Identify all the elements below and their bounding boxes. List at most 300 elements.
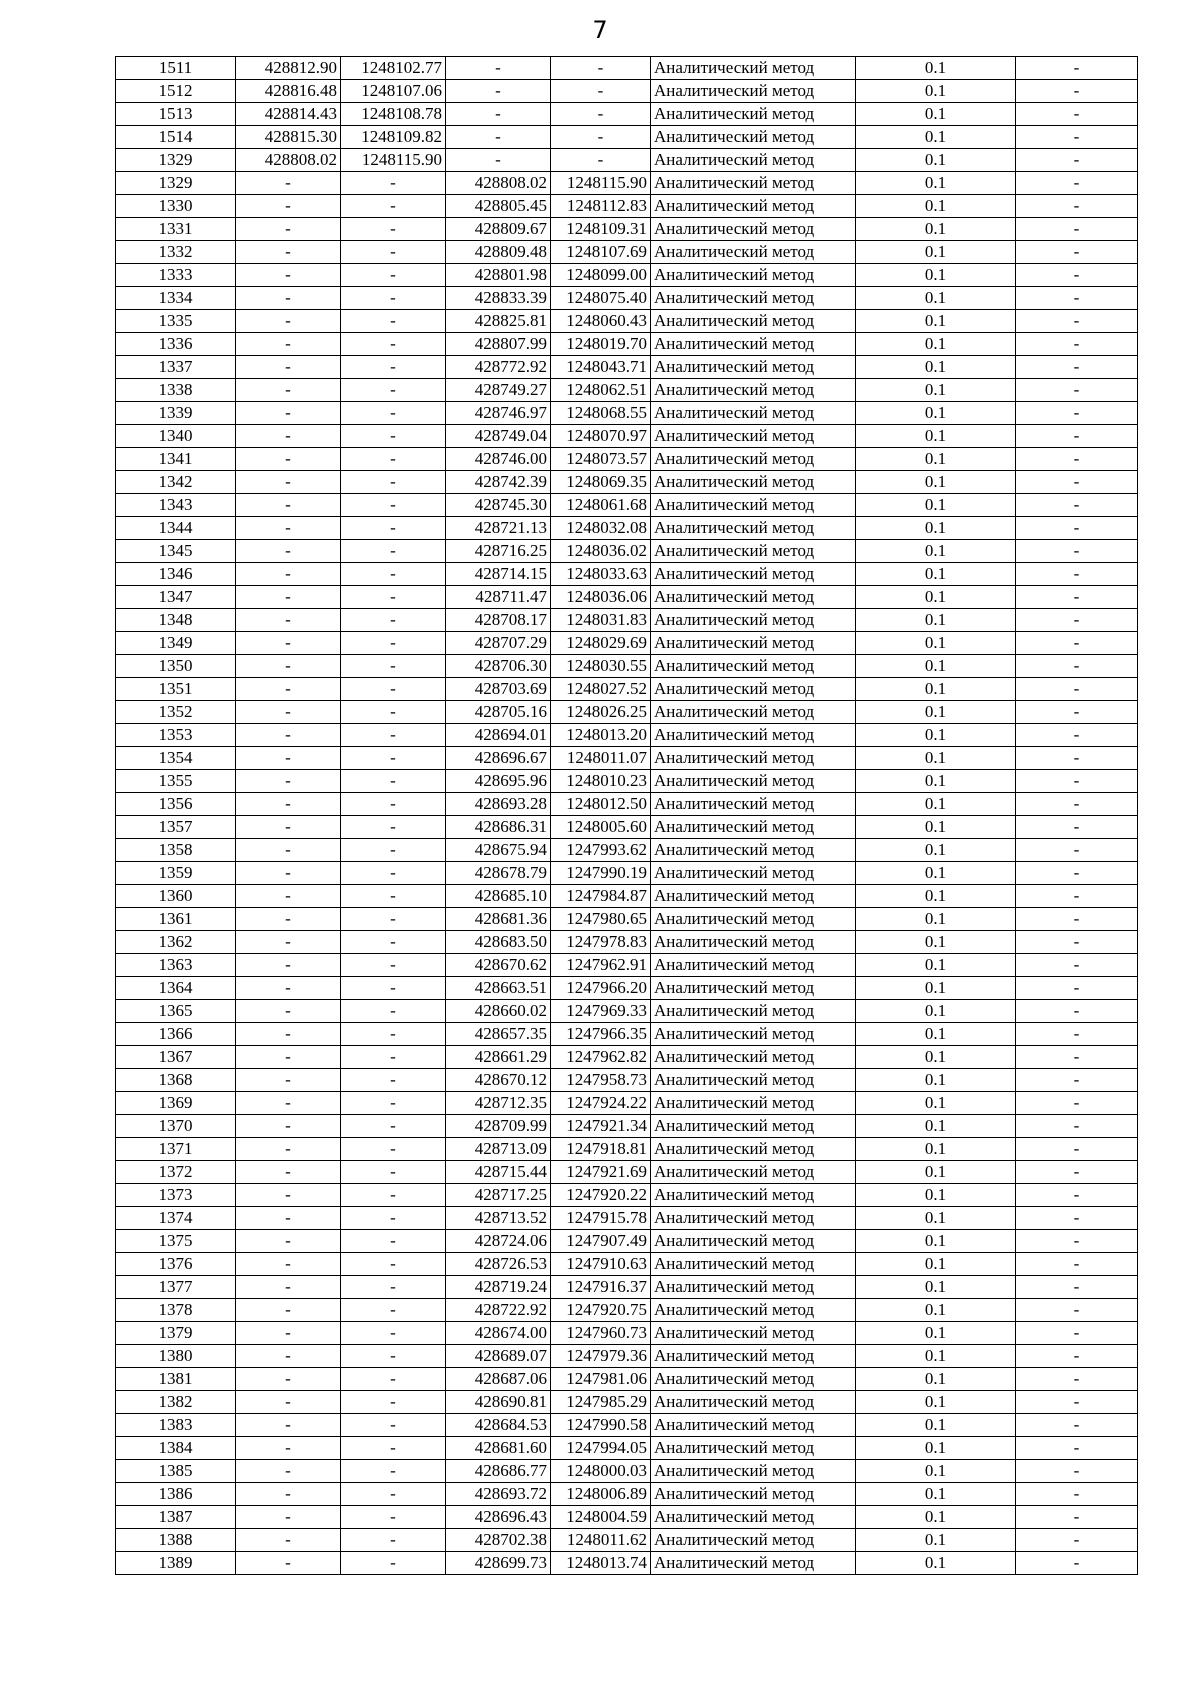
point-number-cell: 1355 (116, 770, 236, 793)
old-x-cell: - (236, 1529, 341, 1552)
point-number-cell: 1360 (116, 885, 236, 908)
note-cell: - (1016, 724, 1138, 747)
point-number-cell: 1329 (116, 149, 236, 172)
table-row (116, 1414, 1138, 1437)
method-cell: Аналитический метод (651, 471, 856, 494)
old-x-cell: - (236, 816, 341, 839)
new-y-cell: 1248013.74 (551, 1552, 651, 1575)
point-number-cell: 1363 (116, 954, 236, 977)
note-cell: - (1016, 126, 1138, 149)
accuracy-cell: 0.1 (856, 241, 1016, 264)
new-y-cell: 1248030.55 (551, 655, 651, 678)
point-number-cell: 1365 (116, 1000, 236, 1023)
old-x-cell: - (236, 1230, 341, 1253)
point-number-cell: 1358 (116, 839, 236, 862)
note-cell: - (1016, 1460, 1138, 1483)
new-y-cell: 1248013.20 (551, 724, 651, 747)
method-cell: Аналитический метод (651, 1046, 856, 1069)
old-y-cell: - (341, 1552, 446, 1575)
accuracy-cell: 0.1 (856, 264, 1016, 287)
old-x-cell: - (236, 1000, 341, 1023)
old-x-cell: - (236, 793, 341, 816)
note-cell: - (1016, 1115, 1138, 1138)
table-row (116, 1023, 1138, 1046)
point-number-cell: 1350 (116, 655, 236, 678)
method-cell: Аналитический метод (651, 977, 856, 1000)
point-number-cell: 1364 (116, 977, 236, 1000)
new-x-cell: 428675.94 (446, 839, 551, 862)
old-y-cell: - (341, 517, 446, 540)
old-x-cell: - (236, 655, 341, 678)
method-cell: Аналитический метод (651, 540, 856, 563)
point-number-cell: 1374 (116, 1207, 236, 1230)
new-y-cell: 1248011.07 (551, 747, 651, 770)
accuracy-cell: 0.1 (856, 954, 1016, 977)
old-y-cell: 1248115.90 (341, 149, 446, 172)
table-row (116, 1391, 1138, 1414)
table-row (116, 1299, 1138, 1322)
point-number-cell: 1331 (116, 218, 236, 241)
table-row (116, 1322, 1138, 1345)
method-cell: Аналитический метод (651, 632, 856, 655)
new-y-cell: 1247924.22 (551, 1092, 651, 1115)
method-cell: Аналитический метод (651, 931, 856, 954)
note-cell: - (1016, 1506, 1138, 1529)
new-x-cell: 428693.28 (446, 793, 551, 816)
old-x-cell: - (236, 977, 341, 1000)
new-y-cell: 1248036.02 (551, 540, 651, 563)
method-cell: Аналитический метод (651, 103, 856, 126)
note-cell: - (1016, 747, 1138, 770)
new-x-cell: 428681.60 (446, 1437, 551, 1460)
table-row (116, 149, 1138, 172)
old-y-cell: - (341, 563, 446, 586)
new-y-cell: 1248109.31 (551, 218, 651, 241)
accuracy-cell: 0.1 (856, 793, 1016, 816)
accuracy-cell: 0.1 (856, 287, 1016, 310)
accuracy-cell: 0.1 (856, 862, 1016, 885)
old-x-cell: - (236, 1115, 341, 1138)
note-cell: - (1016, 954, 1138, 977)
new-y-cell: 1247920.22 (551, 1184, 651, 1207)
table-row (116, 1046, 1138, 1069)
table-row (116, 80, 1138, 103)
table-row (116, 1437, 1138, 1460)
method-cell: Аналитический метод (651, 310, 856, 333)
new-x-cell: 428833.39 (446, 287, 551, 310)
method-cell: Аналитический метод (651, 425, 856, 448)
table-row (116, 310, 1138, 333)
point-number-cell: 1513 (116, 103, 236, 126)
accuracy-cell: 0.1 (856, 563, 1016, 586)
accuracy-cell: 0.1 (856, 632, 1016, 655)
note-cell: - (1016, 540, 1138, 563)
new-x-cell: - (446, 149, 551, 172)
table-row (116, 1207, 1138, 1230)
note-cell: - (1016, 494, 1138, 517)
note-cell: - (1016, 1368, 1138, 1391)
new-x-cell: 428745.30 (446, 494, 551, 517)
old-y-cell: - (341, 839, 446, 862)
accuracy-cell: 0.1 (856, 57, 1016, 80)
new-x-cell: 428714.15 (446, 563, 551, 586)
old-x-cell: - (236, 770, 341, 793)
new-y-cell: 1247918.81 (551, 1138, 651, 1161)
note-cell: - (1016, 1414, 1138, 1437)
old-y-cell: - (341, 862, 446, 885)
new-x-cell: 428716.25 (446, 540, 551, 563)
old-y-cell: - (341, 931, 446, 954)
table-row (116, 1529, 1138, 1552)
accuracy-cell: 0.1 (856, 103, 1016, 126)
new-x-cell: 428689.07 (446, 1345, 551, 1368)
old-y-cell: 1248108.78 (341, 103, 446, 126)
old-y-cell: - (341, 1115, 446, 1138)
method-cell: Аналитический метод (651, 448, 856, 471)
table-row (116, 770, 1138, 793)
note-cell: - (1016, 1345, 1138, 1368)
accuracy-cell: 0.1 (856, 701, 1016, 724)
note-cell: - (1016, 816, 1138, 839)
table-row (116, 425, 1138, 448)
table-row (116, 57, 1138, 80)
new-y-cell: 1247990.19 (551, 862, 651, 885)
accuracy-cell: 0.1 (856, 908, 1016, 931)
method-cell: Аналитический метод (651, 195, 856, 218)
accuracy-cell: 0.1 (856, 1368, 1016, 1391)
point-number-cell: 1329 (116, 172, 236, 195)
note-cell: - (1016, 80, 1138, 103)
new-y-cell: 1248012.50 (551, 793, 651, 816)
coordinates-table (115, 56, 1138, 1575)
new-y-cell: 1247910.63 (551, 1253, 651, 1276)
method-cell: Аналитический метод (651, 1437, 856, 1460)
note-cell: - (1016, 1138, 1138, 1161)
point-number-cell: 1511 (116, 57, 236, 80)
old-x-cell: - (236, 517, 341, 540)
note-cell: - (1016, 333, 1138, 356)
note-cell: - (1016, 931, 1138, 954)
method-cell: Аналитический метод (651, 908, 856, 931)
new-x-cell: 428696.43 (446, 1506, 551, 1529)
old-y-cell: - (341, 1000, 446, 1023)
note-cell: - (1016, 977, 1138, 1000)
old-x-cell: - (236, 1460, 341, 1483)
table-row (116, 586, 1138, 609)
method-cell: Аналитический метод (651, 241, 856, 264)
new-y-cell: 1248029.69 (551, 632, 651, 655)
old-y-cell: - (341, 1322, 446, 1345)
old-y-cell: 1248107.06 (341, 80, 446, 103)
method-cell: Аналитический метод (651, 816, 856, 839)
new-x-cell: 428721.13 (446, 517, 551, 540)
accuracy-cell: 0.1 (856, 1092, 1016, 1115)
old-y-cell: - (341, 1230, 446, 1253)
new-x-cell: 428660.02 (446, 1000, 551, 1023)
old-x-cell: - (236, 425, 341, 448)
old-y-cell: - (341, 701, 446, 724)
accuracy-cell: 0.1 (856, 540, 1016, 563)
method-cell: Аналитический метод (651, 1138, 856, 1161)
old-y-cell: - (341, 287, 446, 310)
accuracy-cell: 0.1 (856, 1506, 1016, 1529)
accuracy-cell: 0.1 (856, 1184, 1016, 1207)
point-number-cell: 1336 (116, 333, 236, 356)
point-number-cell: 1333 (116, 264, 236, 287)
new-x-cell: 428694.01 (446, 724, 551, 747)
method-cell: Аналитический метод (651, 1345, 856, 1368)
new-x-cell: 428657.35 (446, 1023, 551, 1046)
point-number-cell: 1381 (116, 1368, 236, 1391)
new-y-cell: 1247985.29 (551, 1391, 651, 1414)
point-number-cell: 1369 (116, 1092, 236, 1115)
old-x-cell: - (236, 1276, 341, 1299)
method-cell: Аналитический метод (651, 172, 856, 195)
old-y-cell: - (341, 471, 446, 494)
method-cell: Аналитический метод (651, 1230, 856, 1253)
point-number-cell: 1351 (116, 678, 236, 701)
old-y-cell: - (341, 1460, 446, 1483)
method-cell: Аналитический метод (651, 1322, 856, 1345)
new-x-cell: 428703.69 (446, 678, 551, 701)
new-y-cell: 1248006.89 (551, 1483, 651, 1506)
old-y-cell: - (341, 356, 446, 379)
new-y-cell: 1248031.83 (551, 609, 651, 632)
note-cell: - (1016, 310, 1138, 333)
new-x-cell: 428681.36 (446, 908, 551, 931)
note-cell: - (1016, 1322, 1138, 1345)
old-y-cell: - (341, 1092, 446, 1115)
table-row (116, 195, 1138, 218)
table-row (116, 1161, 1138, 1184)
old-x-cell: - (236, 609, 341, 632)
method-cell: Аналитический метод (651, 1069, 856, 1092)
new-x-cell: 428696.67 (446, 747, 551, 770)
note-cell: - (1016, 1161, 1138, 1184)
point-number-cell: 1376 (116, 1253, 236, 1276)
table-row (116, 448, 1138, 471)
old-x-cell: - (236, 402, 341, 425)
accuracy-cell: 0.1 (856, 402, 1016, 425)
old-y-cell: - (341, 1138, 446, 1161)
table-row (116, 333, 1138, 356)
method-cell: Аналитический метод (651, 149, 856, 172)
old-y-cell: - (341, 1529, 446, 1552)
old-x-cell: - (236, 195, 341, 218)
old-y-cell: - (341, 1184, 446, 1207)
accuracy-cell: 0.1 (856, 1414, 1016, 1437)
old-y-cell: - (341, 264, 446, 287)
accuracy-cell: 0.1 (856, 931, 1016, 954)
method-cell: Аналитический метод (651, 678, 856, 701)
new-y-cell: 1248107.69 (551, 241, 651, 264)
note-cell: - (1016, 1437, 1138, 1460)
table-row (116, 1138, 1138, 1161)
old-x-cell: 428814.43 (236, 103, 341, 126)
old-x-cell: - (236, 885, 341, 908)
note-cell: - (1016, 471, 1138, 494)
method-cell: Аналитический метод (651, 1000, 856, 1023)
new-y-cell: 1247969.33 (551, 1000, 651, 1023)
note-cell: - (1016, 655, 1138, 678)
table-row (116, 356, 1138, 379)
table-row (116, 954, 1138, 977)
new-x-cell: 428722.92 (446, 1299, 551, 1322)
method-cell: Аналитический метод (651, 1391, 856, 1414)
table-row (116, 632, 1138, 655)
old-y-cell: - (341, 770, 446, 793)
accuracy-cell: 0.1 (856, 471, 1016, 494)
table-row (116, 862, 1138, 885)
accuracy-cell: 0.1 (856, 1023, 1016, 1046)
table-row (116, 678, 1138, 701)
old-y-cell: - (341, 172, 446, 195)
point-number-cell: 1332 (116, 241, 236, 264)
new-x-cell: 428663.51 (446, 977, 551, 1000)
old-y-cell: - (341, 379, 446, 402)
accuracy-cell: 0.1 (856, 1253, 1016, 1276)
table-row (116, 1230, 1138, 1253)
accuracy-cell: 0.1 (856, 149, 1016, 172)
old-y-cell: - (341, 540, 446, 563)
table-row (116, 655, 1138, 678)
old-y-cell: - (341, 793, 446, 816)
method-cell: Аналитический метод (651, 1184, 856, 1207)
point-number-cell: 1375 (116, 1230, 236, 1253)
new-y-cell: 1247984.87 (551, 885, 651, 908)
accuracy-cell: 0.1 (856, 1460, 1016, 1483)
point-number-cell: 1380 (116, 1345, 236, 1368)
old-x-cell: - (236, 494, 341, 517)
accuracy-cell: 0.1 (856, 126, 1016, 149)
new-x-cell: 428702.38 (446, 1529, 551, 1552)
new-y-cell: 1248005.60 (551, 816, 651, 839)
old-y-cell: - (341, 1046, 446, 1069)
note-cell: - (1016, 908, 1138, 931)
old-x-cell: - (236, 264, 341, 287)
table-row (116, 1368, 1138, 1391)
method-cell: Аналитический метод (651, 793, 856, 816)
old-y-cell: - (341, 1161, 446, 1184)
accuracy-cell: 0.1 (856, 494, 1016, 517)
accuracy-cell: 0.1 (856, 195, 1016, 218)
table-row (116, 1276, 1138, 1299)
point-number-cell: 1386 (116, 1483, 236, 1506)
old-y-cell: - (341, 655, 446, 678)
method-cell: Аналитический метод (651, 494, 856, 517)
new-y-cell: 1248043.71 (551, 356, 651, 379)
old-x-cell: - (236, 471, 341, 494)
new-y-cell: 1247921.69 (551, 1161, 651, 1184)
new-x-cell: 428706.30 (446, 655, 551, 678)
new-x-cell: 428772.92 (446, 356, 551, 379)
table-row (116, 1506, 1138, 1529)
old-x-cell: - (236, 632, 341, 655)
new-y-cell: 1248027.52 (551, 678, 651, 701)
note-cell: - (1016, 862, 1138, 885)
old-y-cell: - (341, 747, 446, 770)
new-y-cell: 1248032.08 (551, 517, 651, 540)
point-number-cell: 1388 (116, 1529, 236, 1552)
old-y-cell: - (341, 1368, 446, 1391)
new-x-cell: 428808.02 (446, 172, 551, 195)
point-number-cell: 1340 (116, 425, 236, 448)
point-number-cell: 1378 (116, 1299, 236, 1322)
note-cell: - (1016, 448, 1138, 471)
table-row (116, 1000, 1138, 1023)
new-y-cell: 1247994.05 (551, 1437, 651, 1460)
note-cell: - (1016, 1230, 1138, 1253)
new-x-cell: - (446, 126, 551, 149)
note-cell: - (1016, 241, 1138, 264)
note-cell: - (1016, 701, 1138, 724)
new-y-cell: 1247962.82 (551, 1046, 651, 1069)
table-row (116, 264, 1138, 287)
accuracy-cell: 0.1 (856, 356, 1016, 379)
old-y-cell: - (341, 1299, 446, 1322)
table-row (116, 1092, 1138, 1115)
table-row (116, 402, 1138, 425)
new-x-cell: 428674.00 (446, 1322, 551, 1345)
accuracy-cell: 0.1 (856, 425, 1016, 448)
new-x-cell: 428711.47 (446, 586, 551, 609)
old-x-cell: - (236, 1322, 341, 1345)
new-x-cell: 428695.96 (446, 770, 551, 793)
old-x-cell: - (236, 1368, 341, 1391)
note-cell: - (1016, 356, 1138, 379)
new-y-cell: 1247960.73 (551, 1322, 651, 1345)
new-x-cell: - (446, 57, 551, 80)
new-y-cell: 1247978.83 (551, 931, 651, 954)
old-y-cell: - (341, 494, 446, 517)
old-x-cell: - (236, 310, 341, 333)
old-x-cell: - (236, 1437, 341, 1460)
new-x-cell: 428686.31 (446, 816, 551, 839)
new-y-cell: 1247907.49 (551, 1230, 651, 1253)
point-number-cell: 1330 (116, 195, 236, 218)
new-x-cell: 428687.06 (446, 1368, 551, 1391)
point-number-cell: 1335 (116, 310, 236, 333)
new-y-cell: 1247958.73 (551, 1069, 651, 1092)
table-row (116, 885, 1138, 908)
point-number-cell: 1361 (116, 908, 236, 931)
point-number-cell: 1372 (116, 1161, 236, 1184)
old-x-cell: - (236, 908, 341, 931)
new-x-cell: 428746.00 (446, 448, 551, 471)
old-x-cell: - (236, 563, 341, 586)
accuracy-cell: 0.1 (856, 839, 1016, 862)
old-x-cell: - (236, 747, 341, 770)
old-x-cell: - (236, 678, 341, 701)
old-y-cell: - (341, 609, 446, 632)
note-cell: - (1016, 793, 1138, 816)
accuracy-cell: 0.1 (856, 1161, 1016, 1184)
method-cell: Аналитический метод (651, 724, 856, 747)
old-x-cell: 428816.48 (236, 80, 341, 103)
new-x-cell: 428809.48 (446, 241, 551, 264)
note-cell: - (1016, 149, 1138, 172)
accuracy-cell: 0.1 (856, 586, 1016, 609)
old-x-cell: - (236, 1483, 341, 1506)
point-number-cell: 1387 (116, 1506, 236, 1529)
old-y-cell: - (341, 1207, 446, 1230)
old-y-cell: - (341, 1483, 446, 1506)
note-cell: - (1016, 103, 1138, 126)
method-cell: Аналитический метод (651, 1253, 856, 1276)
new-x-cell: 428724.06 (446, 1230, 551, 1253)
point-number-cell: 1389 (116, 1552, 236, 1575)
old-y-cell: - (341, 1414, 446, 1437)
